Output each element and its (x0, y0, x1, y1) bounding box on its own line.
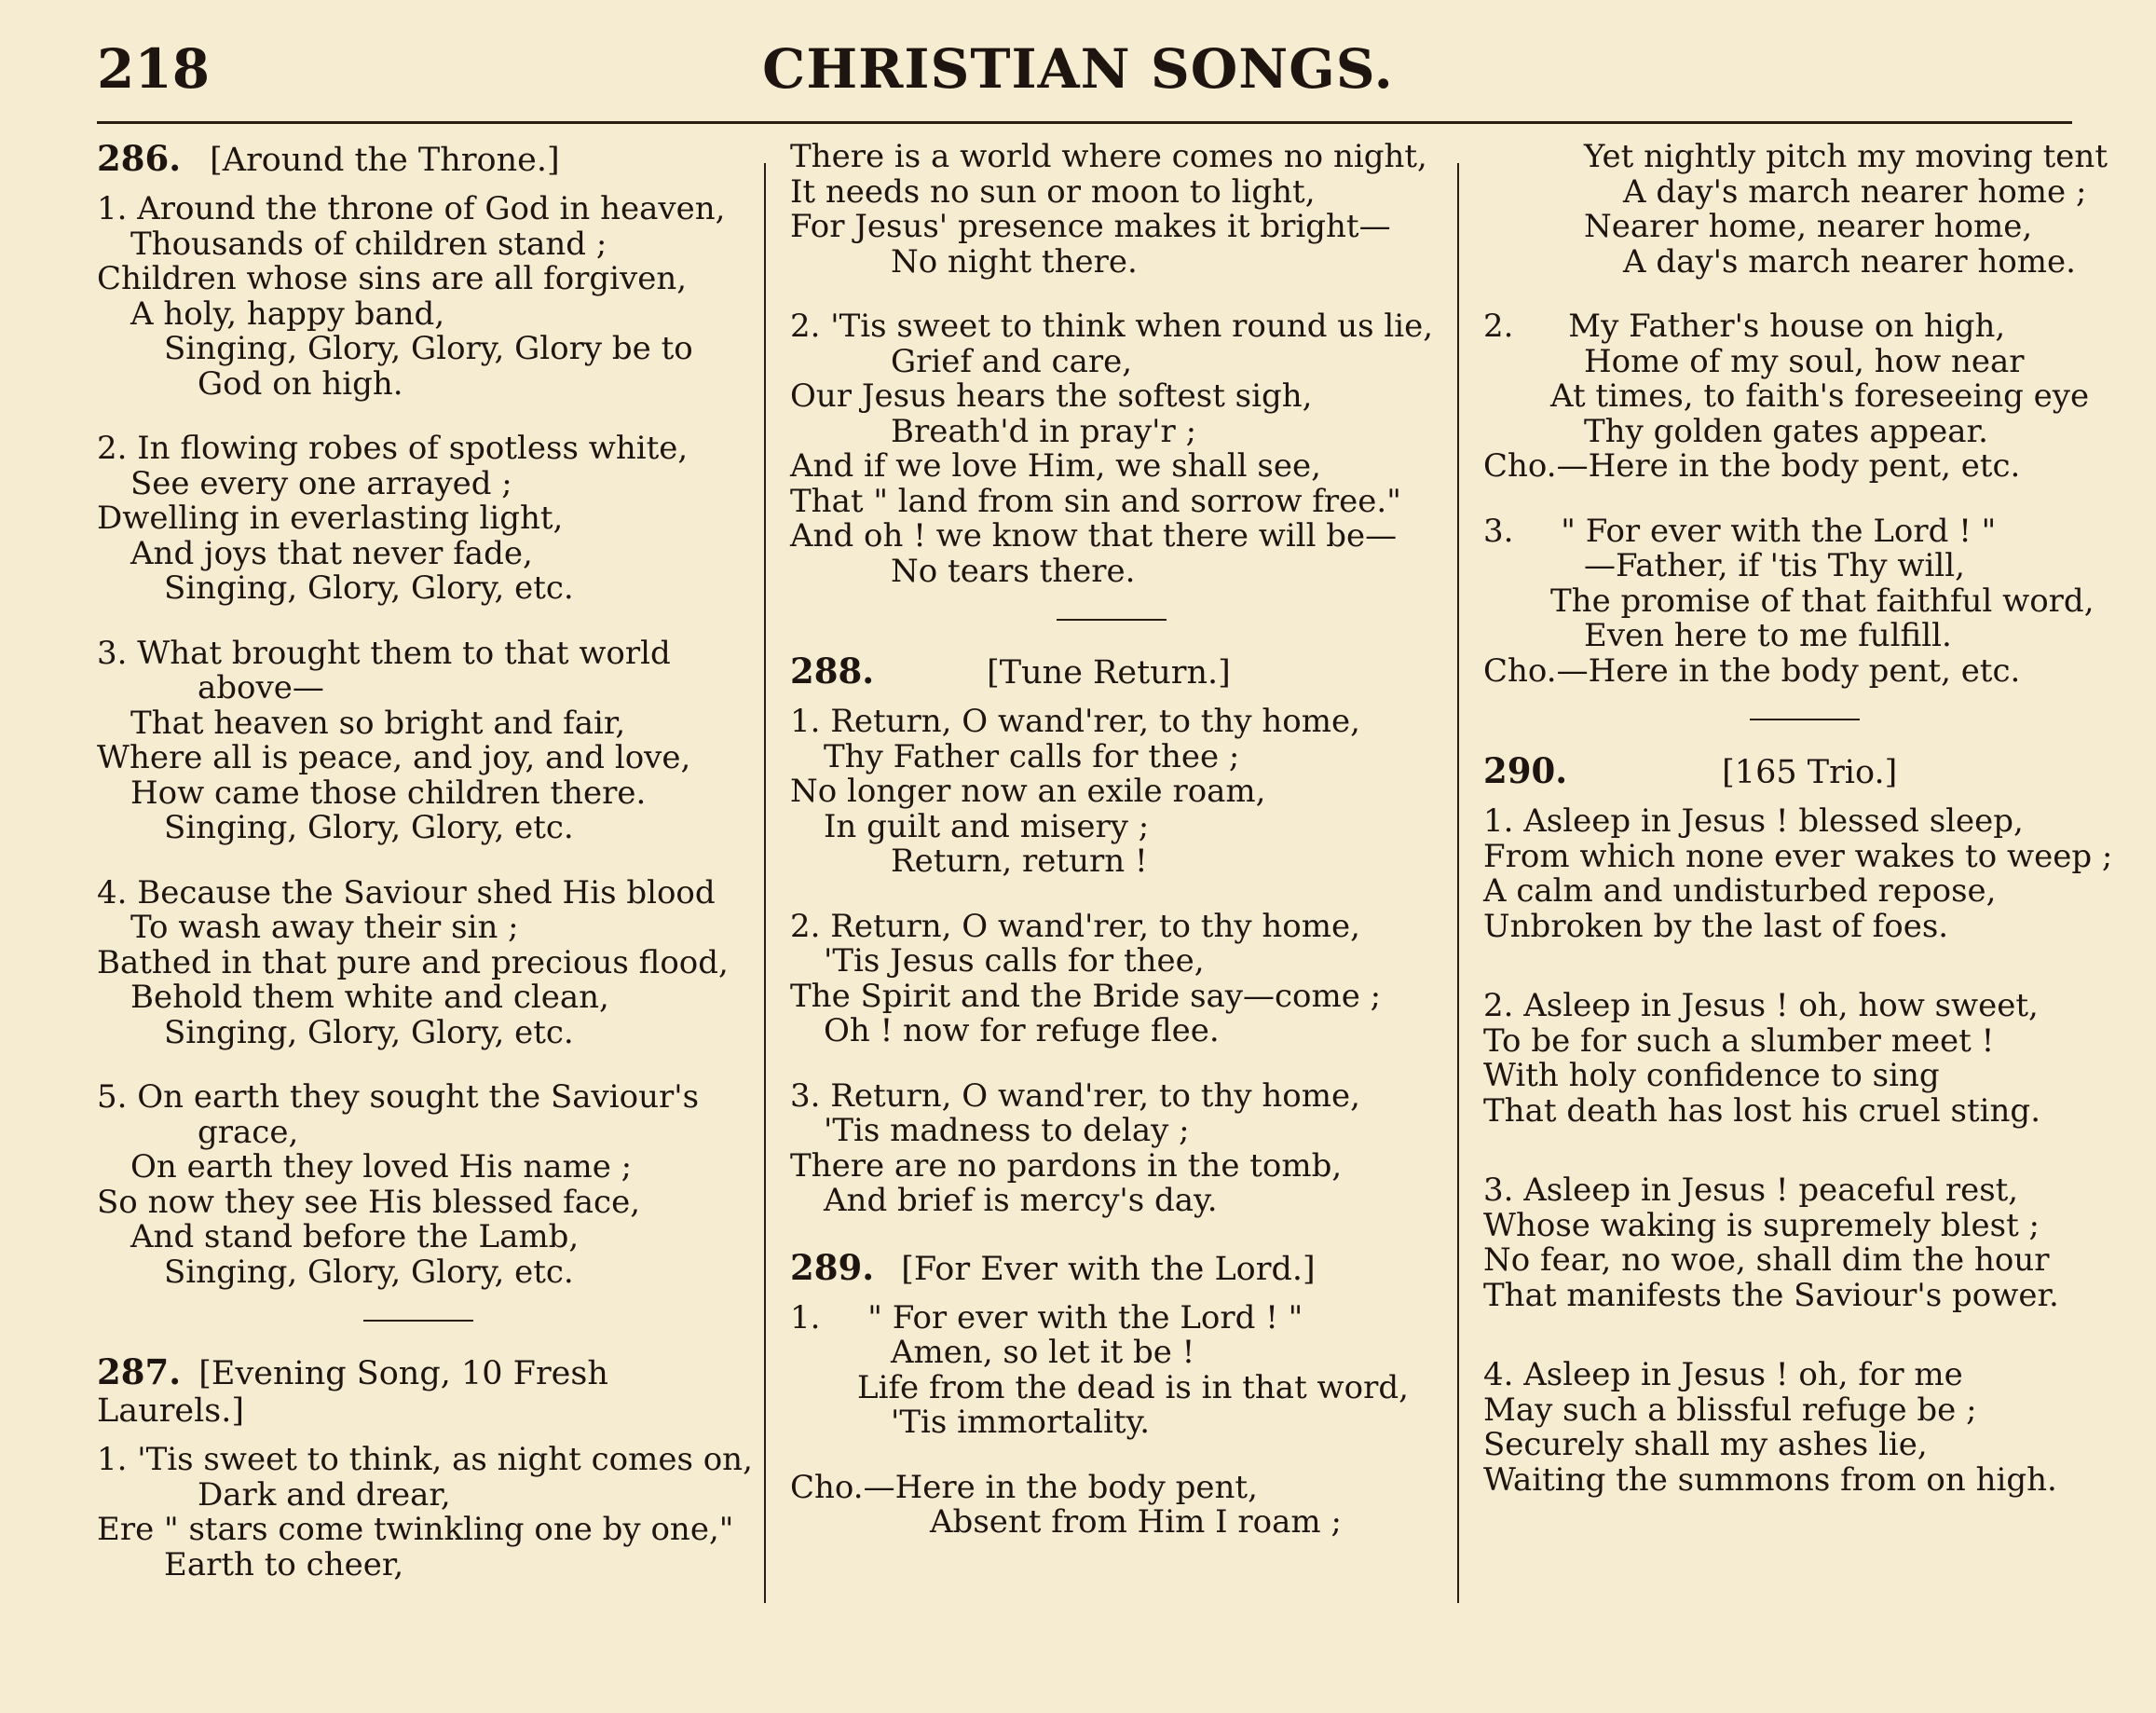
verse-line: And if we love Him, we shall see, (790, 447, 1321, 485)
hymn-number: 287. (97, 1351, 182, 1392)
verse-line: Cho.—Here in the body pent, etc. (1483, 651, 2021, 690)
verse-line: Even here to me fulfill. (1584, 617, 1952, 654)
verse-line (790, 1298, 1433, 1336)
verse-line: Grief and care, (891, 342, 1133, 380)
verse-line: Our Jesus hears the softest sigh, (790, 377, 1313, 415)
verse-line: Absent from Him I roam ; (930, 1503, 1342, 1541)
verse-line: 1. 'Tis sweet to think, as night comes on, (97, 1441, 753, 1478)
verse-line: Singing, Glory, Glory, etc. (164, 1253, 574, 1291)
running-title: CHRISTIAN SONGS. (762, 37, 1394, 101)
verse-line: 2. In flowing robes of spotless white, (97, 430, 689, 467)
hymn-tune: [Around the Throne.] (210, 142, 560, 179)
verse-line: 3. Return, O wand'rer, to thy home, (790, 1076, 1360, 1115)
verse-line: A day's march nearer home ; (1623, 172, 2087, 211)
verse-line: Return, return ! (891, 843, 1148, 880)
verse-line: Thy golden gates appear. (1584, 412, 1988, 450)
verse-line: In guilt and misery ; (824, 807, 1150, 845)
stanza-continued (790, 140, 1433, 280)
hymn-tune: [165 Trio.] (1722, 754, 1898, 791)
verse-line: Yet nightly pitch my moving tent (1584, 138, 2108, 175)
section-rule (1750, 719, 1860, 720)
stanza (97, 1080, 740, 1290)
hymn-heading (790, 1246, 1433, 1288)
verse-line: 2. 'Tis sweet to think when round us lie, (790, 308, 1434, 345)
verse-text: " For ever with the Lord ! " (867, 1298, 1303, 1336)
verse-line: The promise of that faithful word, (1550, 582, 2095, 620)
hymn-tune: [Evening Song, 10 Fresh Laurels.] (97, 1355, 608, 1430)
verse-line: From which none ever wakes to weep ; (1483, 837, 2113, 875)
column-divider-right (1457, 163, 1459, 1603)
verse-line: 3. Asleep in Jesus ! peaceful rest, (1483, 1172, 2019, 1209)
hymn-heading (97, 1353, 740, 1430)
verse-line: God on high. (198, 364, 403, 403)
stanza (97, 873, 740, 1051)
verse-line: Earth to cheer, (164, 1545, 404, 1583)
verse-line: That " land from sin and sorrow free." (790, 482, 1401, 520)
verse-line: No longer now an exile roam, (790, 773, 1266, 810)
verse-line: Where all is peace, and joy, and love, (97, 739, 691, 776)
verse-line: There is a world where comes no night, (790, 138, 1427, 175)
verse-line: Bathed in that pure and precious flood, (97, 943, 729, 981)
stanza (97, 634, 740, 846)
stanza (790, 907, 1433, 1049)
verse-line: On earth they loved His name ; (130, 1148, 633, 1185)
verse-line: Cho.—Here in the body pent, etc. (1483, 447, 2021, 485)
verse-line: How came those children there. (130, 774, 647, 812)
section-rule (1057, 619, 1167, 621)
header-rule (97, 121, 2072, 124)
verse-line: Behold them white and clean, (130, 979, 609, 1016)
verse-line: At times, to faith's foreseeing eye (1550, 377, 2090, 415)
verse-line: A holy, happy band, (130, 295, 445, 333)
verse-line: Singing, Glory, Glory, etc. (164, 1013, 574, 1051)
verse-line: Singing, Glory, Glory, Glory be to (164, 330, 693, 367)
chorus-continued (1483, 140, 2126, 280)
stanza (790, 309, 1433, 589)
verse-line: 2. Asleep in Jesus ! oh, how sweet, (1483, 987, 2039, 1024)
hymn-heading (1483, 752, 2126, 791)
stanza (1483, 309, 2126, 485)
verse-line: That death has lost his cruel sting. (1483, 1091, 2041, 1130)
verse-line: 5. On earth they sought the Saviour's (97, 1078, 700, 1116)
column-3 (1483, 140, 2126, 1528)
verse-line: 1. Asleep in Jesus ! blessed sleep, (1483, 802, 2024, 840)
verse-line: So now they see His blessed face, (97, 1183, 640, 1221)
verse-line: No fear, no woe, shall dim the hour (1483, 1241, 2050, 1279)
verse-line: Home of my soul, how near (1584, 342, 2025, 380)
verse-line: And oh ! we know that there will be— (790, 517, 1398, 555)
hymn-tune: [For Ever with the Lord.] (901, 1250, 1316, 1288)
verse-line: grace, (198, 1113, 299, 1151)
verse-line: 'Tis madness to delay ; (824, 1112, 1190, 1149)
stanza (97, 432, 740, 607)
verse-line: Thousands of children stand ; (130, 225, 607, 263)
verse-line: To be for such a slumber meet ! (1483, 1021, 1995, 1060)
verse-line: Whose waking is supremely blest ; (1483, 1206, 2040, 1244)
verse-text: My Father's house on high, (1568, 308, 2006, 345)
verse-line: Unbroken by the last of foes. (1483, 907, 1949, 945)
page-number: 218 (97, 37, 211, 101)
stanza-number: 2. (1483, 308, 1514, 345)
verse-line: Oh ! now for refuge flee. (824, 1012, 1220, 1049)
stanza (1483, 804, 2126, 944)
verse-line: A day's march nearer home. (1623, 242, 2076, 281)
hymn-heading (97, 140, 740, 179)
verse-line: For Jesus' presence makes it bright— (790, 208, 1391, 245)
verse-line: 4. Asleep in Jesus ! oh, for me (1483, 1356, 1963, 1393)
verse-line: above— (198, 669, 324, 706)
verse-line: Singing, Glory, Glory, etc. (164, 569, 574, 607)
stanza (1483, 989, 2126, 1129)
stanza-number: 3. (1483, 512, 1514, 550)
verse-line (1483, 309, 2126, 345)
verse-line: It needs no sun or moon to light, (790, 172, 1316, 211)
column-divider-left (764, 163, 766, 1603)
verse-line: Thy Father calls for thee ; (824, 737, 1240, 775)
verse-line: 'Tis Jesus calls for thee, (824, 942, 1205, 980)
verse-line: And brief is mercy's day. (824, 1182, 1218, 1219)
verse-line: A calm and undisturbed repose, (1483, 872, 1997, 910)
verse-line: With holy confidence to sing (1483, 1057, 1940, 1094)
verse-line: That heaven so bright and fair, (130, 704, 626, 742)
verse-line: Securely shall my ashes lie, (1483, 1426, 1928, 1463)
chorus (790, 1468, 1433, 1541)
verse-line: Breath'd in pray'r ; (891, 412, 1197, 450)
stanza (97, 1441, 753, 1583)
verse-line (1483, 514, 2126, 550)
verse-text: " For ever with the Lord ! " (1561, 512, 1997, 550)
stanza (790, 705, 1433, 880)
stanza (1483, 514, 2126, 690)
stanza-number: 1. (790, 1298, 821, 1336)
stanza (790, 1298, 1433, 1441)
hymn-tune: [Tune Return.] (987, 654, 1231, 692)
verse-line: —Father, if 'tis Thy will, (1584, 547, 1965, 584)
hymn-number: 289. (790, 1246, 875, 1288)
verse-line: Life from the dead is in that word, (857, 1368, 1409, 1406)
stanza (97, 192, 740, 402)
hymn-number: 286. (97, 138, 182, 179)
verse-line: Nearer home, nearer home, (1584, 208, 2033, 245)
page-header (0, 0, 2156, 126)
verse-line: There are no pardons in the tomb, (790, 1146, 1343, 1185)
verse-line: 1. Around the throne of God in heaven, (97, 190, 726, 227)
verse-line: Amen, so let it be ! (891, 1334, 1195, 1371)
verse-line: Ere " stars come twinkling one by one," (97, 1511, 734, 1548)
stanza (1483, 1173, 2126, 1313)
hymn-heading (790, 652, 1433, 692)
verse-line: That manifests the Saviour's power. (1483, 1276, 2059, 1314)
verse-line: No tears there. (891, 552, 1136, 590)
verse-line: 1. Return, O wand'rer, to thy home, (790, 703, 1360, 740)
stanza (790, 1076, 1433, 1219)
verse-line: To wash away their sin ; (130, 909, 519, 946)
verse-line: 2. Return, O wand'rer, to thy home, (790, 907, 1360, 945)
verse-line: And joys that never fade, (130, 534, 533, 572)
hymn-number: 290. (1483, 750, 1568, 791)
stanza (1483, 1358, 2126, 1498)
verse-line: Singing, Glory, Glory, etc. (164, 809, 574, 846)
verse-line: Children whose sins are all forgiven, (97, 260, 688, 297)
verse-line: Dark and drear, (198, 1475, 451, 1514)
verse-line: See every one arrayed ; (130, 464, 512, 502)
verse-line: Cho.—Here in the body pent, (790, 1468, 1258, 1506)
verse-line: 3. What brought them to that world (97, 634, 671, 672)
column-1 (97, 138, 753, 1612)
verse-line: The Spirit and the Bride say—come ; (790, 977, 1382, 1015)
verse-line: May such a blissful refuge be ; (1483, 1391, 1977, 1429)
verse-line: No night there. (891, 242, 1138, 281)
hymn-number: 288. (790, 651, 875, 692)
section-rule (363, 1320, 473, 1322)
verse-line: And stand before the Lamb, (130, 1218, 580, 1255)
verse-line: Dwelling in everlasting light, (97, 500, 564, 537)
verse-line: 4. Because the Saviour shed His blood (97, 873, 716, 911)
verse-line: Waiting the summons from on high. (1483, 1460, 2057, 1499)
column-2 (790, 140, 1433, 1570)
verse-line: 'Tis immortality. (891, 1404, 1151, 1441)
